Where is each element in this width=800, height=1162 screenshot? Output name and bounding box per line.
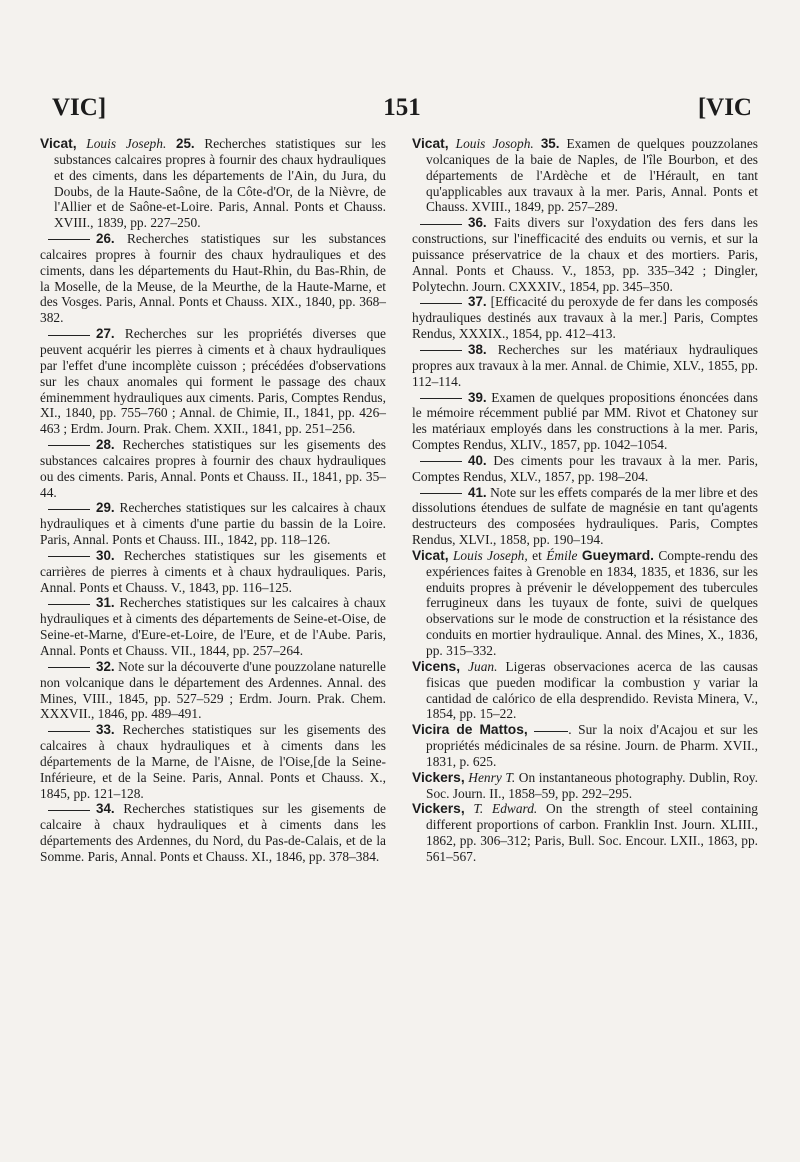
ditto-dash (420, 303, 462, 304)
author-name: Vickers, (412, 801, 465, 817)
author-given-name: Émile (546, 547, 578, 563)
entry-number: 36. (468, 215, 487, 231)
entry-number: 38. (468, 341, 487, 357)
bibliography-entry (40, 801, 386, 864)
ditto-dash (420, 493, 462, 494)
bibliography-entry (40, 500, 386, 548)
entry-number: 37. (468, 294, 487, 310)
entry-text: Examen de quelques propositions énoncées dans le mémoire récemment publié par MM. Rivot et Chatoney sur les matériaux employés dans les constructions à la mer. Paris, Comptes Rendus, XLIV., 1857, pp. 1042–1054. (412, 389, 758, 453)
entry-text: On the strength of steel containing different proportions of carbon. Franklin Inst. Journ. XLIII., 1862, pp. 306–312; Paris, Bull. Soc. Encour. LXII., 1863, pp. 561–567. (426, 801, 758, 864)
bibliography-entry (40, 548, 386, 596)
page-number: 151 (383, 94, 421, 121)
entry-text: On instantaneous photography. Dublin, Roy. Soc. Journ. II., 1858–59, pp. 292–295. (426, 769, 758, 801)
entry-number: 29. (96, 500, 115, 516)
ditto-dash (48, 604, 90, 605)
entry-text: [Efficacité du peroxyde de fer dans les composés hydrauliques destinés aux travaux à la mer.] Paris, Comptes Rendus, XXXIX., 1854, pp. 412–413. (412, 294, 758, 342)
bibliography-entry (412, 722, 758, 770)
bibliography-entry (40, 659, 386, 722)
entry-text: Recherches statistiques sur les substances calcaires propres à fournir des chaux hydrauliques et des ciments, dans les départements de l'Ain, du Jura, du Doubs, de la Haute-Saône, de la Côte-d'Or, de la Nièvre, de l'Allier et de Saône-et-Loire. Paris, Annal. Ponts et Chauss. XVIII., 1839, pp. 227–250. (54, 136, 386, 231)
author-given-name: Louis Josoph. (455, 136, 534, 151)
entry-text: Recherches statistiques sur les gisements des substances calcaires propres à fournir des chaux hydrauliques ou des ciments. Paris, Annal. Ponts et Chauss. II., 1841, pp. 35–44. (40, 437, 386, 500)
bibliography-entry (412, 294, 758, 342)
entry-text: Faits divers sur l'oxydation des fers dans les constructions, sur l'inefficacité des enduits ou vernis, et sur la puissance préservatrice de la chaux et des mortiers. Paris, Annal. Ponts et Chauss. V., 1853, pp. 335–342 ; Dingler, Polytechn. Journ. CXXXIV., 1854, pp. 345–350. (412, 215, 758, 294)
entry-number: 26. (96, 231, 115, 247)
entry-number: 27. (96, 326, 115, 342)
entry-text: Note sur la découverte d'une pouzzolane naturelle non volcanique dans le département des Ardennes. Annal. des Mines, VIII., 1845, pp. 527–529 ; Erdm. Journ. Prak. Chem. XXXVII., 1846, pp. 489–491. (40, 658, 386, 722)
entry-text: Note sur les effets comparés de la mer libre et des dissolutions étendues de sulfate de magnésie en tant qu'agents destructeurs des composées hydrauliques. Paris, Comptes Rendus, XLVI., 1858, pp. 190–194. (412, 484, 758, 548)
entry-text: Recherches statistiques sur les calcaires à chaux hydrauliques et à ciments des départements de Seine-et-Oise, de Seine-et-Marne, d'Eure-et-Loire, de l'Eure, et de l'Aube. Paris, Annal. Ponts et Chauss. VII., 1844, pp. 257–264. (40, 595, 386, 658)
entry-text: Recherches statistiques sur les substances calcaires propres à fournir des chaux hydrauliques et des ciments, dans les départements du Haut-Rhin, du Bas-Rhin, de la Moselle, de la Meuse, de la Meurthe, de la Haute-Marne, et des Vosges. Paris, Annal. Ponts et Chauss. XIX., 1840, pp. 368–382. (40, 231, 386, 326)
author-name: Vicens, (412, 658, 461, 674)
ditto-dash (534, 731, 568, 732)
bibliography-entry (412, 770, 758, 802)
author-given-name: Louis Joseph, (452, 547, 528, 563)
left-column (40, 136, 386, 865)
bibliography-entry (40, 722, 386, 801)
bibliography-entry (40, 231, 386, 326)
entry-number: 25. (176, 136, 195, 151)
entry-text: Recherches statistiques sur les gisements de calcaire à chaux hydrauliques et à ciments dans les départements des Ardennes, du Nord, du Pas-de-Calais, et de la Somme. Paris, Annal. Ponts et Chauss. XI., 1846, pp. 378–384. (40, 801, 386, 864)
ditto-dash (48, 445, 90, 446)
entry-number: 41. (468, 484, 487, 500)
header-right: [VIC (697, 94, 752, 121)
ditto-dash (48, 335, 90, 336)
author-conjunction: et (532, 547, 542, 563)
ditto-dash (48, 810, 90, 811)
entry-number: 30. (96, 547, 115, 563)
bibliography-entry (40, 595, 386, 658)
bibliography-entry (412, 215, 758, 294)
entry-text: Recherches statistiques sur les calcaires à chaux hydrauliques et à ciments d'une partie du bassin de la Loire. Paris, Annal. Ponts et Chauss. III., 1842, pp. 118–126. (40, 500, 386, 548)
entry-number: 28. (96, 437, 115, 453)
ditto-dash (420, 398, 462, 399)
entry-text: Des ciments pour les travaux à la mer. Paris, Comptes Rendus, XLV., 1857, pp. 198–204. (412, 452, 758, 484)
bibliography-entry (412, 136, 758, 215)
bibliography-entry (412, 390, 758, 453)
ditto-dash (48, 239, 90, 240)
ditto-dash (48, 667, 90, 668)
entry-number: 39. (468, 389, 487, 405)
bibliography-entry (40, 136, 386, 231)
ditto-dash (420, 461, 462, 462)
entry-text: Recherches statistiques sur les gisements et carrières de pierres à ciments et à chaux hydrauliques. Paris, Annal. Ponts et Chauss. V., 1843, pp. 116–125. (40, 547, 386, 595)
entry-number: 32. (96, 658, 115, 674)
ditto-dash (48, 731, 90, 732)
bibliography-entry (412, 801, 758, 864)
entry-text: . Sur la noix d'Acajou et sur les propriétés médicinales de sa résine. Journ. de Pharm. XVII., 1831, p. 625. (426, 722, 758, 769)
author-given-name: Juan. (468, 658, 498, 674)
header-left: VIC] (52, 94, 107, 121)
entry-text: Recherches sur les propriétés diverses que peuvent acquérir les pierres à ciments et à chaux hydrauliques par l'effet d'une incomplète cuisson ; précédées d'observations sur les chaux anomales qui forment le passage des chaux éminemment hydrauliques aux ciments. Paris, Comptes Rendus, XI., 1840, pp. 755–760 ; Annal. de Chimie, II., 1841, pp. 426–463 ; Erdm. Journ. Prak. Chem. XXII., 1841, pp. 251–256. (40, 326, 386, 437)
bibliography-entry (412, 485, 758, 548)
author-name: Vicat, (40, 136, 77, 151)
bibliography-entry (40, 437, 386, 500)
page-header (52, 94, 752, 124)
author-name: Gueymard. (581, 547, 654, 563)
bibliography-entry (40, 326, 386, 437)
entry-number: 33. (96, 722, 115, 738)
entry-number: 31. (96, 595, 115, 611)
entry-number: 34. (96, 801, 115, 817)
entry-text: Recherches sur les matériaux hydrauliques propres aux travaux à la mer. Annal. de Chimie, XLV., 1855, pp. 112–114. (412, 341, 759, 389)
ditto-dash (420, 350, 462, 351)
bibliography-entry (412, 548, 758, 659)
bibliography-entry (412, 659, 758, 722)
author-name: Vicira de Mattos, (412, 722, 528, 738)
author-given-name: Henry T. (468, 769, 516, 785)
entry-text: Ligeras observaciones acerca de las causas fisicas que pueden modificar la combustion y variar la cantidad de calórico de ella desprendido. Revista Minera, V., 1854, pp. 15–22. (426, 658, 758, 722)
bibliography-entry (412, 453, 758, 485)
entry-number: 40. (468, 452, 487, 468)
right-column (412, 136, 758, 865)
ditto-dash (420, 224, 462, 225)
author-given-name: Louis Joseph. (86, 136, 167, 151)
bibliography-entry (412, 342, 758, 390)
author-given-name: T. Edward. (473, 801, 538, 817)
author-name: Vickers, (412, 769, 465, 785)
entry-text: Examen de quelques pouzzolanes volcaniques de la baie de Naples, de l'île Bourbon, et des départements de l'Ardèche et de l'Hérault, en tant qu'applicables aux travaux à la mer. Paris, Annal. Ponts et Chauss. XVIII., 1849, pp. 257–289. (426, 136, 758, 215)
entry-text: Recherches statistiques sur les gisements des calcaires à chaux hydrauliques et à ciments dans les départements de la Marne, de l'Aisne, de l'Oise,[de la Seine-Inférieure, et de la Seine. Paris, Annal. Ponts et Chauss. X., 1845, pp. 121–128. (40, 722, 386, 801)
author-name: Vicat, (412, 136, 449, 151)
entry-number: 35. (540, 136, 560, 151)
author-name: Vicat, (412, 547, 449, 563)
entry-text: Compte-rendu des expériences faites à Grenoble en 1834, 1835, et 1836, sur les enduits propres à prévenir le développement des tubercules ferrugineux dans les tuyaux de fonte, suivi de quelques observations sur le mode de construction et la résistance des conduits en mortier hydraulique. Annal. des Mines, X., 1836, pp. 315–332. (426, 547, 758, 658)
ditto-dash (48, 556, 90, 557)
ditto-dash (48, 509, 90, 510)
